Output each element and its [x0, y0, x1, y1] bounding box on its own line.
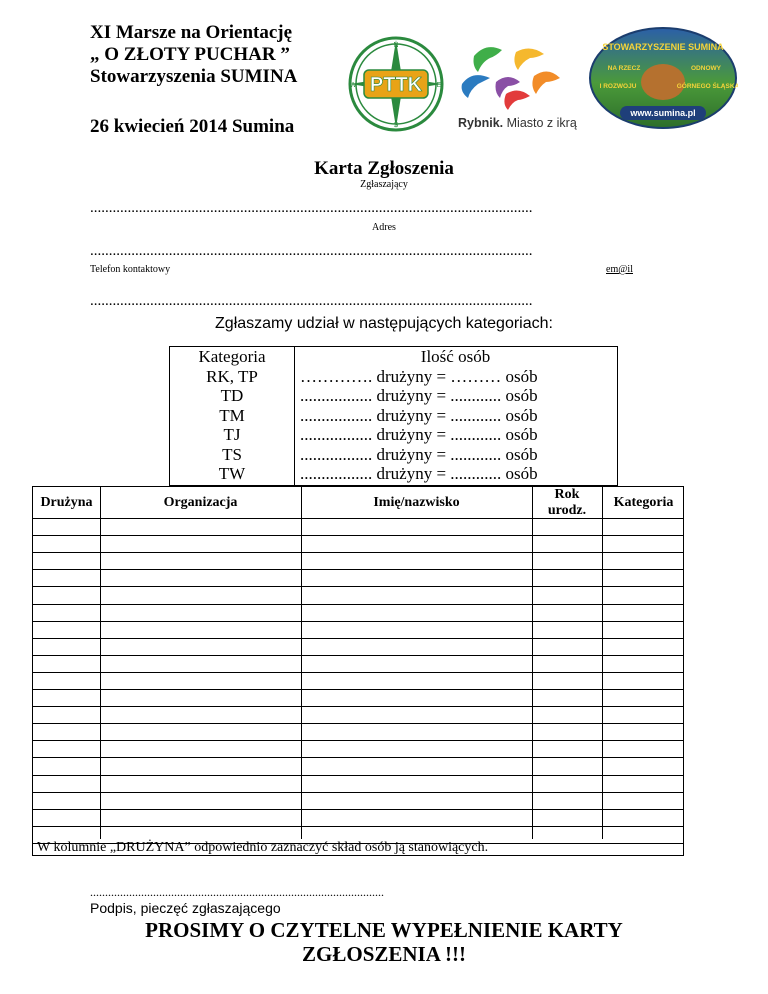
rybnik-bold: Rybnik.	[458, 116, 504, 130]
count-column	[294, 347, 617, 485]
form-title: Karta Zgłoszenia	[314, 158, 454, 179]
table-row[interactable]	[33, 792, 683, 793]
table-row[interactable]	[33, 775, 683, 776]
sumina-logo	[588, 26, 738, 130]
table-row[interactable]	[33, 723, 683, 724]
signature-line[interactable]: ..................................................................................................	[90, 885, 384, 899]
count-field[interactable]: ................. drużyny = ............ osób	[300, 444, 538, 464]
organizer-name: Stowarzyszenia SUMINA	[90, 66, 298, 87]
column-divider	[100, 487, 101, 839]
applicant-label: Zgłaszający	[360, 179, 408, 190]
sumina-top: STOWARZYSZENIE SUMINA	[602, 42, 724, 52]
closing-line2: ZGŁOSZENIA !!!	[302, 942, 466, 966]
categories-intro: Zgłaszamy udział w następujących kategoriach:	[215, 315, 553, 332]
category-name: TJ	[223, 425, 241, 444]
table-row[interactable]	[33, 535, 683, 536]
sumina-right2: GÓRNEGO ŚLĄSKA	[676, 83, 738, 90]
categories-table	[169, 346, 618, 486]
column-header-team: Drużyna	[40, 495, 93, 510]
email-label: em@il	[606, 264, 633, 275]
count-field[interactable]: …………. drużyny = ……… osób	[300, 366, 538, 386]
signature-label: Podpis, pieczęć zgłaszającego	[90, 900, 281, 916]
event-date: 26 kwiecień 2014 Sumina	[90, 116, 295, 137]
table-row[interactable]	[33, 518, 683, 519]
category-name: RK, TP	[206, 366, 258, 386]
sumina-url: www.sumina.pl	[630, 108, 696, 118]
event-title: XI Marsze na Orientację	[90, 22, 293, 43]
table-row[interactable]	[33, 740, 683, 741]
table-row[interactable]	[33, 586, 683, 587]
pttk-n: N	[393, 42, 399, 49]
table-row[interactable]	[33, 706, 683, 707]
sumina-left1: NA RZECZ	[607, 65, 641, 72]
table-row[interactable]	[33, 689, 683, 690]
phone-label: Telefon kontaktowy	[90, 264, 171, 275]
address-label: Adres	[372, 222, 396, 233]
table-row[interactable]	[33, 757, 683, 758]
category-name: TS	[222, 444, 242, 464]
table-row[interactable]	[33, 569, 683, 570]
sumina-right1: ODNOWY	[691, 65, 721, 72]
table-row[interactable]	[33, 604, 683, 605]
pttk-text: PTTK	[369, 74, 423, 96]
team-note: W kolumnie „DRUŻYNA” odpowiednio zaznaczyć skład osób ją stanowiących.	[37, 840, 489, 855]
applicant-line[interactable]: ......................................................................................................................	[90, 200, 533, 216]
category-name: TM	[219, 405, 245, 425]
count-field[interactable]: ................. drużyny = ............ osób	[300, 464, 538, 483]
count-header: Ilość osób	[420, 347, 491, 366]
svg-text:Rybnik. Miasto z ikrą	[458, 116, 577, 130]
contact-line[interactable]: ......................................................................................................................	[90, 293, 533, 309]
count-field[interactable]: ................. drużyny = ............ osób	[300, 425, 538, 444]
table-row[interactable]	[33, 672, 683, 673]
event-subtitle: „ O ZŁOTY PUCHAR ”	[90, 44, 290, 65]
column-header-category: Kategoria	[613, 495, 674, 510]
category-name: TD	[220, 386, 244, 405]
table-row[interactable]	[33, 655, 683, 656]
table-row[interactable]	[33, 638, 683, 639]
table-row[interactable]	[33, 552, 683, 553]
column-divider	[532, 487, 533, 839]
pttk-w: W	[349, 82, 357, 89]
column-header-organization: Organizacja	[163, 495, 238, 510]
pttk-s: S	[393, 122, 399, 129]
table-row[interactable]	[33, 826, 683, 827]
pttk-logo	[338, 34, 454, 134]
rybnik-logo	[456, 36, 586, 132]
closing-line1: PROSIMY O CZYTELNE WYPEŁNIENIE KARTY	[145, 918, 623, 942]
table-row[interactable]	[33, 809, 683, 810]
column-divider	[602, 487, 603, 839]
column-header-name: Imię/nazwisko	[373, 495, 460, 510]
category-name: TW	[218, 464, 246, 483]
table-row[interactable]	[33, 621, 683, 622]
rybnik-rest: Miasto z ikrą	[503, 116, 577, 130]
category-column	[170, 347, 295, 485]
count-field[interactable]: ................. drużyny = ............ osób	[300, 386, 538, 405]
address-line[interactable]: ......................................................................................................................	[90, 243, 533, 259]
pttk-e: E	[436, 82, 442, 89]
category-header: Kategoria	[198, 347, 266, 366]
column-header-birth-year: Rok urodz.	[547, 487, 587, 518]
column-divider	[301, 487, 302, 839]
sumina-left2: I ROZWOJU	[599, 83, 637, 90]
participants-table	[32, 486, 684, 856]
count-field[interactable]: ................. drużyny = ............ osób	[300, 405, 538, 425]
